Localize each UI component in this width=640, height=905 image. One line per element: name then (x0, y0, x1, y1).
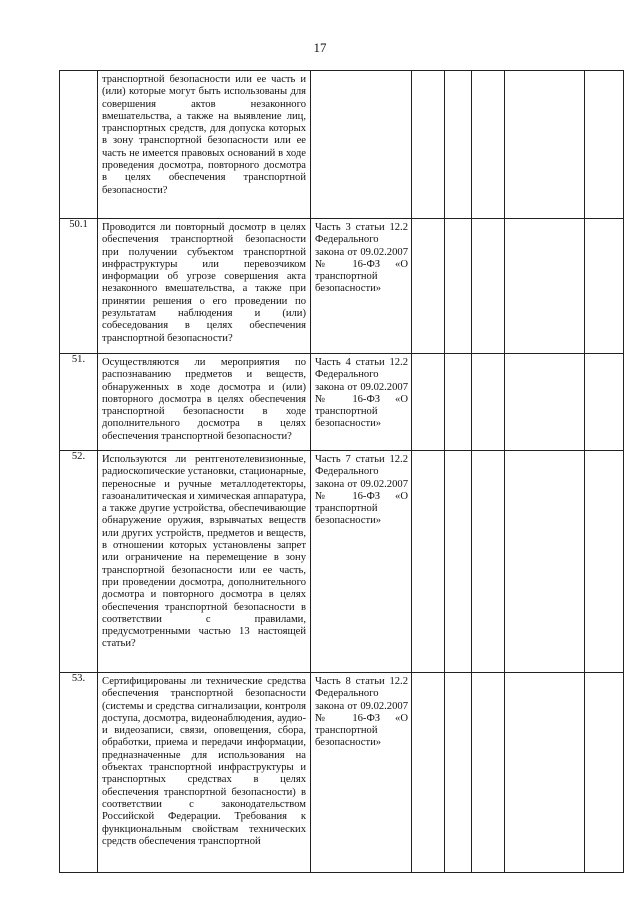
reference-text: Часть 8 статьи 12.2 Федерального закона от 09.02.2007 № 16-ФЗ «О транспортной безопасности» (315, 676, 408, 749)
reference-cell (311, 71, 412, 219)
reference-text: Часть 4 статьи 12.2 Федерального закона от 09.02.2007 № 16-ФЗ «О транспортной безопасности» (315, 357, 408, 430)
answer-no-cell[interactable] (445, 354, 472, 451)
extra-cell[interactable] (585, 71, 624, 219)
answer-na-cell[interactable] (472, 354, 505, 451)
checklist-table (59, 70, 624, 873)
row-number: 52. (60, 451, 98, 673)
question-text: транспортной безопасности или ее часть и (или) которые могут быть использованы для совершения актов незаконного вмешательства, а также на выявление лиц, транспортных средств, для допуска которых в зону транспортной безопасности или ее часть не имеется правовых оснований в ходе проведения досмотра, повторного досмотра в целях обеспечения транспортной безопасности? (102, 74, 306, 196)
reference-cell (311, 451, 412, 673)
table-row (60, 219, 624, 354)
note-cell[interactable] (505, 673, 585, 873)
extra-cell[interactable] (585, 354, 624, 451)
answer-na-cell[interactable] (472, 451, 505, 673)
question-cell (98, 71, 311, 219)
table-row (60, 451, 624, 673)
reference-cell (311, 673, 412, 873)
note-cell[interactable] (505, 451, 585, 673)
answer-no-cell[interactable] (445, 673, 472, 873)
answer-na-cell[interactable] (472, 71, 505, 219)
reference-cell (311, 219, 412, 354)
note-cell[interactable] (505, 354, 585, 451)
extra-cell[interactable] (585, 673, 624, 873)
question-cell (98, 354, 311, 451)
reference-cell (311, 354, 412, 451)
row-number: 50.1 (60, 219, 98, 354)
extra-cell[interactable] (585, 219, 624, 354)
answer-yes-cell[interactable] (412, 354, 445, 451)
question-text: Сертифицированы ли технические средства обеспечения транспортной безопасности (системы и средства сигнализации, контроля доступа, досмотра, видеонаблюдения, аудио- и видеозаписи, связи, оповещения, сбора, обработки, приема и передачи информации, предназначенные для использования на объектах транспортной инфраструктуры и транспортных средствах в целях обеспечения транспортной безопасности) в соответствии с законодательством Российской Федерации. Требования к функциональным свойствам технических средств обеспечения транспортной (102, 676, 306, 847)
extra-cell[interactable] (585, 451, 624, 673)
answer-no-cell[interactable] (445, 451, 472, 673)
table-row (60, 71, 624, 219)
answer-no-cell[interactable] (445, 219, 472, 354)
row-number (60, 71, 98, 219)
answer-no-cell[interactable] (445, 71, 472, 219)
answer-yes-cell[interactable] (412, 451, 445, 673)
note-cell[interactable] (505, 71, 585, 219)
table-row (60, 673, 624, 873)
table-row (60, 354, 624, 451)
answer-yes-cell[interactable] (412, 673, 445, 873)
question-text: Используются ли рентгенотелевизионные, радиоскопические установки, стационарные, переносные и ручные металлодетекторы, газоаналитическая и химическая аппаратура, а также другие устройства, обеспечивающие обнаружение оружия, взрывчатых веществ или других устройств, предметов и веществ, в отношении которых установлены запрет или ограничение на перемещение в зону транспортной безопасности или ее часть, при проведении досмотра, дополнительного досмотра и повторного досмотра в целях обеспечения транспортной безопасности в соответствии с правилами, предусмотренными частью 13 настоящей статьи? (102, 454, 306, 650)
page-number: 17 (313, 40, 327, 55)
question-cell (98, 673, 311, 873)
reference-text: Часть 7 статьи 12.2 Федерального закона от 09.02.2007 № 16-ФЗ «О транспортной безопасности» (315, 454, 408, 527)
answer-yes-cell[interactable] (412, 71, 445, 219)
reference-text: Часть 3 статьи 12.2 Федерального закона от 09.02.2007 № 16-ФЗ «О транспортной безопасности» (315, 222, 408, 295)
answer-yes-cell[interactable] (412, 219, 445, 354)
answer-na-cell[interactable] (472, 673, 505, 873)
note-cell[interactable] (505, 219, 585, 354)
row-number: 51. (60, 354, 98, 451)
answer-na-cell[interactable] (472, 219, 505, 354)
question-cell (98, 451, 311, 673)
question-cell (98, 219, 311, 354)
question-text: Осуществляются ли мероприятия по распознаванию предметов и веществ, обнаруженных в ходе досмотра и (или) повторного досмотра в целях обеспечения транспортной безопасности в ходе дополнительного досмотра в целях обеспечения транспортной безопасности? (102, 357, 306, 442)
question-text: Проводится ли повторный досмотр в целях обеспечения транспортной безопасности при получении субъектом транспортной инфраструктуры или перевозчиком информации об угрозе совершения акта незаконного вмешательства, а также при принятии решения о его проведении по результатам наблюдения и (или) собеседования в целях обеспечения транспортной безопасности? (102, 222, 306, 344)
row-number: 53. (60, 673, 98, 873)
